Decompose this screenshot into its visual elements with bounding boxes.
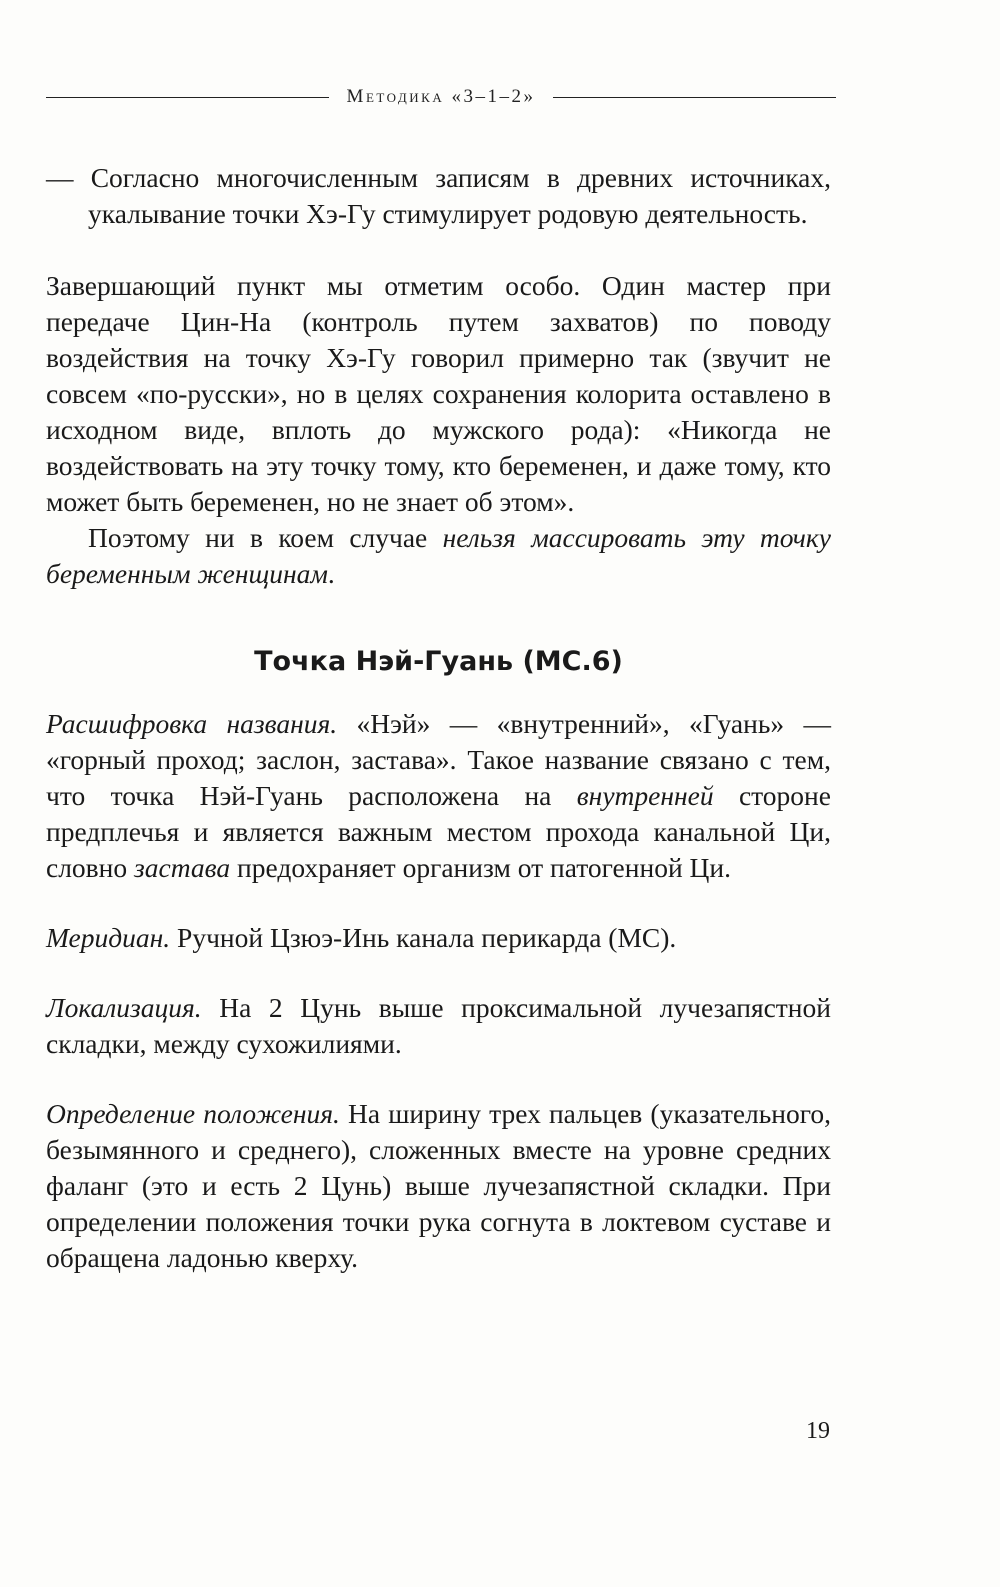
decoding-text-a: «Нэй» — «внутренний», «Гуань» — «горный проход; заслон, застава». Такое название связано с тем, что точка Нэй-Гуань расположена на xyxy=(46,708,831,811)
decoding-em-a: внутренней xyxy=(576,780,714,811)
page-number: 19 xyxy=(806,1418,830,1444)
localization-label: Локализация. xyxy=(46,992,202,1023)
warning-emphasis: нельзя массировать эту точку беременным женщинам xyxy=(46,522,831,589)
meridian-label: Меридиан. xyxy=(46,922,171,953)
paragraph-dash: — Согласно многочисленным записям в древних источниках, укалывание точки Хэ-Гу стимулирует родовую деятельность. xyxy=(46,162,831,229)
meridian-text: Ручной Цзюэ-Инь канала перикарда (MC). xyxy=(170,922,677,953)
positioning-label: Определение положения. xyxy=(46,1098,340,1129)
localization-text: На 2 Цунь выше проксимальной лучезапястной складки, между сухожилиями. xyxy=(46,992,831,1059)
running-head-rule-left xyxy=(46,97,329,98)
paragraph-final-point: Завершающий пункт мы отметим особо. Один мастер при передаче Цин-На (контроль путем захватов) по поводу воздействия на точку Хэ-Гу говорил примерно так (звучит не совсем «по-русски», но в целях сохранения колорита оставлено в исходном виде, вплоть до мужского рода): «Никогда не воздействовать на эту точку тому, кто беременен, и даже тому, кто может быть беременен, но не знает об этом». xyxy=(46,270,831,517)
decoding-em-b: застава xyxy=(134,852,231,883)
decoding-text-b: стороне предплечья и является важным местом прохода канальной Ци, словно xyxy=(46,780,831,883)
paragraph-name-decoding xyxy=(46,706,831,886)
paragraph-positioning xyxy=(46,1096,831,1276)
body-text xyxy=(46,160,831,1276)
decoding-text-c: предохраняет организм от патогенной Ци. xyxy=(230,852,731,883)
warning-text-start: Поэтому ни в коем случае xyxy=(88,522,443,553)
positioning-text: На ширину трех пальцев (указательного, безымянного и среднего), сложенных вместе на уровне средних фаланг (это и есть 2 Цунь) выше лучезапястной складки. При определении положения точки рука согнута в локтевом суставе и обращена ладонью кверху. xyxy=(46,1098,831,1273)
running-head-title: Методика «3–1–2» xyxy=(346,86,536,107)
warning-text-end: . xyxy=(327,558,335,589)
decoding-label: Расшифровка названия. xyxy=(46,708,338,739)
paragraph-localization xyxy=(46,990,831,1062)
paragraph-warning xyxy=(46,520,831,592)
running-head-rule-right xyxy=(553,97,836,98)
section-heading: Точка Нэй-Гуань (MC.6) xyxy=(254,646,623,677)
running-head xyxy=(46,86,836,108)
paragraph-meridian xyxy=(46,920,831,956)
